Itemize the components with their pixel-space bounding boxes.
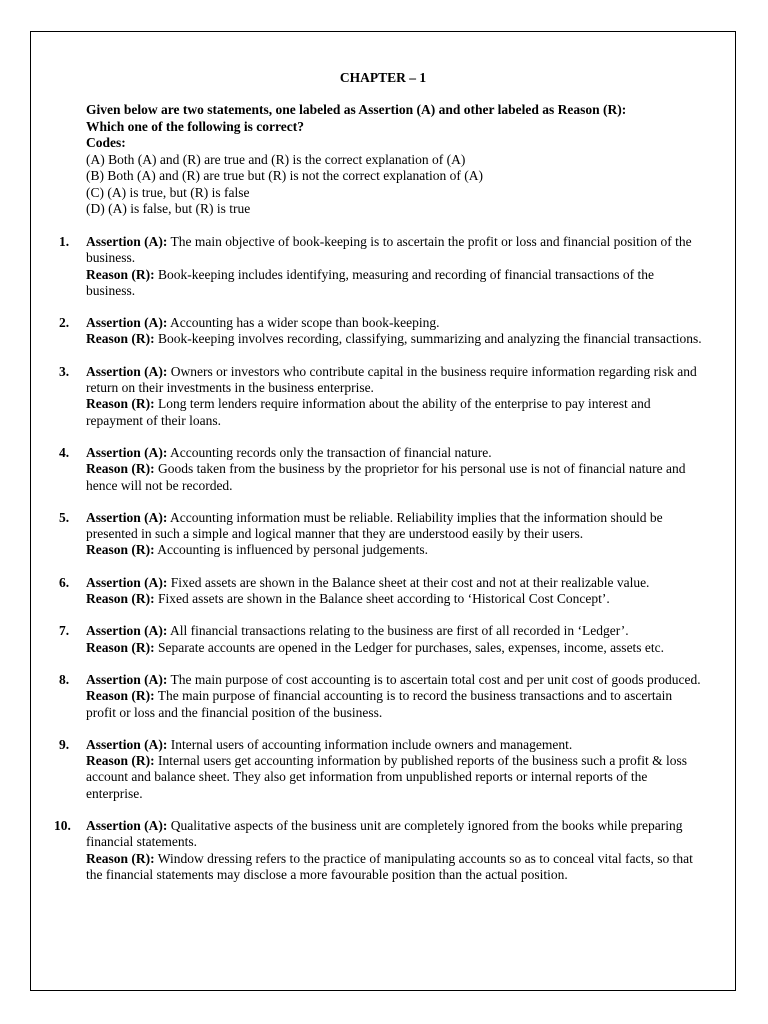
reason-text bbox=[86, 753, 703, 802]
reason-label: Reason (R): bbox=[86, 850, 155, 866]
reason-body: Goods taken from the business by the proprietor for his personal use is not of financial nature and hence will not be recorded. bbox=[86, 461, 686, 493]
question-number: 3. bbox=[59, 363, 70, 379]
question-number: 2. bbox=[59, 315, 70, 331]
assertion-body: Qualitative aspects of the business unit are completely ignored from the books while preparing financial statements. bbox=[86, 818, 683, 850]
reason-text bbox=[86, 267, 703, 300]
assertion-label: Assertion (A): bbox=[86, 363, 168, 379]
assertion-body: Accounting records only the transaction of financial nature. bbox=[170, 444, 492, 460]
reason-label: Reason (R): bbox=[86, 331, 155, 347]
reason-text bbox=[86, 591, 703, 607]
question-number: 9. bbox=[59, 736, 70, 752]
assertion-text bbox=[86, 445, 703, 461]
assertion-text bbox=[86, 818, 703, 851]
assertion-label: Assertion (A): bbox=[86, 736, 168, 752]
assertion-body: The main purpose of cost accounting is to ascertain total cost and per unit cost of goods produced. bbox=[170, 671, 701, 687]
assertion-label: Assertion (A): bbox=[86, 574, 168, 590]
questions-list bbox=[31, 234, 735, 883]
question-number: 10. bbox=[54, 818, 71, 834]
question-3 bbox=[31, 364, 703, 429]
question-number: 4. bbox=[59, 444, 70, 460]
reason-label: Reason (R): bbox=[86, 266, 155, 282]
reason-label: Reason (R): bbox=[86, 688, 155, 704]
reason-body: Accounting is influenced by personal judgements. bbox=[157, 542, 428, 558]
reason-text bbox=[86, 331, 703, 347]
assertion-text bbox=[86, 623, 703, 639]
question-number: 7. bbox=[59, 623, 70, 639]
reason-label: Reason (R): bbox=[86, 396, 155, 412]
reason-body: Book-keeping involves recording, classifying, summarizing and analyzing the financial transactions. bbox=[158, 331, 702, 347]
question-5 bbox=[31, 510, 703, 559]
assertion-body: All financial transactions relating to the business are first of all recorded in ‘Ledger’. bbox=[170, 623, 629, 639]
assertion-label: Assertion (A): bbox=[86, 234, 168, 249]
code-option-a: (A) Both (A) and (R) are true and (R) is the correct explanation of (A) bbox=[86, 151, 466, 167]
reason-label: Reason (R): bbox=[86, 591, 155, 607]
question-2 bbox=[31, 315, 703, 348]
assertion-body: The main objective of book-keeping is to ascertain the profit or loss and financial position of the business. bbox=[86, 234, 692, 266]
question-10 bbox=[31, 818, 703, 883]
assertion-body: Accounting has a wider scope than book-keeping. bbox=[170, 315, 440, 331]
assertion-text bbox=[86, 315, 703, 331]
code-option-b: (B) Both (A) and (R) are true but (R) is not the correct explanation of (A) bbox=[86, 168, 483, 183]
assertion-text bbox=[86, 672, 703, 688]
question-6 bbox=[31, 575, 703, 608]
assertion-body: Accounting information must be reliable. Reliability implies that the information should be presented in such a simple and logical manner that they are understood easily by their users. bbox=[86, 509, 663, 542]
codes-label: Codes: bbox=[86, 135, 126, 150]
reason-text bbox=[86, 851, 703, 884]
assertion-label: Assertion (A): bbox=[86, 623, 168, 639]
instructions-block bbox=[86, 102, 706, 218]
reason-text bbox=[86, 640, 703, 656]
reason-label: Reason (R): bbox=[86, 461, 155, 477]
reason-body: Internal users get accounting information by published reports of the business such a profit & loss account and balance sheet. They also get information from unpublished reports or internal reports of the enterprise. bbox=[86, 753, 688, 801]
question-4 bbox=[31, 445, 703, 494]
page-frame bbox=[30, 31, 736, 991]
reason-body: Long term lenders require information about the ability of the enterprise to pay interest and repayment of their loans. bbox=[86, 396, 651, 428]
assertion-text bbox=[86, 575, 703, 591]
reason-body: Window dressing refers to the practice of manipulating accounts so as to conceal vital facts, so that the financial statements may disclose a more favourable position than the actual position. bbox=[86, 850, 693, 882]
reason-body: Separate accounts are opened in the Ledger for purchases, sales, expenses, income, assets etc. bbox=[158, 639, 665, 655]
reason-label: Reason (R): bbox=[86, 753, 155, 769]
assertion-label: Assertion (A): bbox=[86, 671, 168, 687]
reason-body: The main purpose of financial accounting is to record the business transactions and to ascertain profit or loss and the financial position of the business. bbox=[86, 688, 673, 720]
question-8 bbox=[31, 672, 703, 721]
reason-text bbox=[86, 461, 703, 494]
question-9 bbox=[31, 737, 703, 802]
assertion-label: Assertion (A): bbox=[86, 818, 168, 834]
instruction-line-1: Given below are two statements, one labeled as Assertion (A) and other labeled as Reason (R): bbox=[86, 102, 627, 117]
assertion-body: Internal users of accounting information include owners and management. bbox=[170, 736, 573, 752]
question-7 bbox=[31, 623, 703, 656]
assertion-text bbox=[86, 510, 703, 543]
code-option-d: (D) (A) is false, but (R) is true bbox=[86, 201, 251, 216]
reason-text bbox=[86, 396, 703, 429]
question-1 bbox=[31, 234, 703, 299]
reason-body: Book-keeping includes identifying, measuring and recording of financial transactions of the business. bbox=[86, 266, 654, 298]
reason-text bbox=[86, 688, 703, 721]
assertion-text bbox=[86, 234, 703, 267]
instruction-line-2: Which one of the following is correct? bbox=[86, 118, 304, 134]
assertion-text bbox=[86, 364, 703, 397]
reason-text bbox=[86, 542, 703, 558]
question-number: 8. bbox=[59, 671, 70, 687]
reason-body: Fixed assets are shown in the Balance sheet according to ‘Historical Cost Concept’. bbox=[158, 591, 610, 607]
assertion-label: Assertion (A): bbox=[86, 315, 168, 331]
assertion-label: Assertion (A): bbox=[86, 444, 168, 460]
reason-label: Reason (R): bbox=[86, 542, 155, 558]
assertion-text bbox=[86, 737, 703, 753]
question-number: 5. bbox=[59, 509, 70, 525]
assertion-label: Assertion (A): bbox=[86, 509, 168, 525]
assertion-body: Owners or investors who contribute capital in the business require information regarding risk and return on their investments in the business enterprise. bbox=[86, 363, 697, 396]
question-number: 6. bbox=[59, 574, 70, 590]
code-option-c: (C) (A) is true, but (R) is false bbox=[86, 184, 250, 200]
reason-label: Reason (R): bbox=[86, 639, 155, 655]
chapter-title: CHAPTER – 1 bbox=[339, 70, 427, 85]
assertion-body: Fixed assets are shown in the Balance sheet at their cost and not at their realizable value. bbox=[170, 574, 650, 590]
question-number: 1. bbox=[59, 234, 70, 249]
